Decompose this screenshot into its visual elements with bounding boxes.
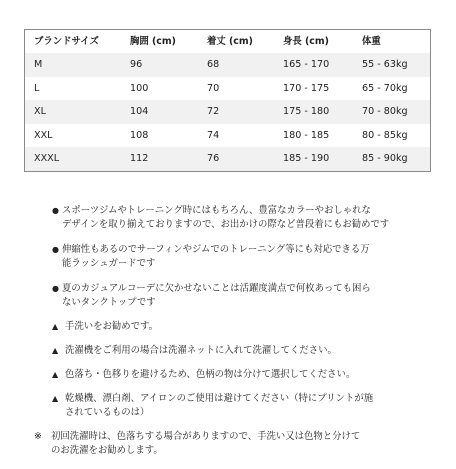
triangle-icon: ▲ bbox=[52, 322, 59, 331]
note-text: 初回洗濯時は、色落ちする場合がありますので、手洗い又は色物と分けて のお洗濯をお勧めします。 bbox=[51, 431, 361, 456]
note-item bbox=[34, 430, 432, 458]
cell-weight: 70 - 80kg bbox=[362, 106, 408, 118]
cell-size: XL bbox=[34, 106, 46, 118]
note-text: 色落ち・色移りを避けるため、色柄の物は分けて選択してください。 bbox=[65, 369, 356, 380]
cell-chest: 112 bbox=[130, 153, 149, 165]
bullet-icon: ● bbox=[52, 245, 59, 254]
note-text: 乾燥機、漂白剤、アイロンのご使用は避けてください（特にプリントが施 されているものは） bbox=[65, 393, 374, 418]
cell-weight: 80 - 85kg bbox=[362, 129, 408, 141]
cell-height: 170 - 175 bbox=[283, 82, 330, 94]
note-text: 手洗いをお勧めです。 bbox=[65, 321, 158, 332]
cell-size: M bbox=[34, 59, 43, 70]
header-length: 着丈 (cm) bbox=[207, 35, 253, 47]
bullet-icon: ● bbox=[52, 206, 59, 215]
note-text: 伸縮性もあるのでサーフィンやジムでのトレーニング等にも対応できる万 能ラッシュガードです bbox=[62, 244, 370, 269]
cell-chest: 104 bbox=[130, 106, 149, 118]
table-row bbox=[25, 147, 430, 171]
cell-length: 74 bbox=[207, 129, 220, 141]
cell-length: 76 bbox=[207, 153, 220, 165]
header-height: 身長 (cm) bbox=[283, 35, 329, 47]
cell-size: XXL bbox=[34, 129, 53, 141]
header-brand-size: ブランドサイズ bbox=[34, 35, 99, 47]
note-item bbox=[52, 392, 432, 420]
product-notes bbox=[34, 204, 432, 469]
cell-length: 70 bbox=[207, 82, 220, 94]
note-item bbox=[52, 243, 432, 271]
cell-chest: 96 bbox=[130, 59, 143, 70]
note-item bbox=[52, 344, 432, 358]
note-text: 洗濯機をご利用の場合は洗濯ネットに入れて洗濯してください。 bbox=[65, 345, 337, 356]
note-item bbox=[52, 282, 432, 310]
cell-size: L bbox=[34, 82, 40, 94]
cell-size: XXXL bbox=[34, 153, 60, 165]
triangle-icon: ▲ bbox=[52, 394, 59, 403]
cell-weight: 65 - 70kg bbox=[362, 82, 408, 94]
header-weight: 体重 bbox=[362, 35, 381, 47]
cell-height: 185 - 190 bbox=[283, 153, 330, 165]
asterisk-icon: ※ bbox=[34, 431, 42, 442]
cell-height: 180 - 185 bbox=[283, 129, 330, 141]
header-chest: 胸囲 (cm) bbox=[130, 35, 176, 47]
table-row bbox=[25, 53, 430, 77]
note-item bbox=[52, 368, 432, 382]
cell-length: 72 bbox=[207, 106, 220, 118]
table-header-row bbox=[25, 30, 430, 53]
cell-chest: 100 bbox=[130, 82, 149, 94]
triangle-icon: ▲ bbox=[52, 370, 59, 379]
size-table bbox=[24, 29, 431, 172]
cell-chest: 108 bbox=[130, 129, 149, 141]
table-row bbox=[25, 77, 430, 101]
note-item bbox=[52, 320, 432, 334]
cell-length: 68 bbox=[207, 59, 220, 70]
bullet-icon: ● bbox=[52, 284, 59, 293]
cell-weight: 55 - 63kg bbox=[362, 59, 408, 70]
note-text: 夏のカジュアルコーデに欠かせないことは活躍度満点で何枚あっても困ら ないタンクトップです bbox=[62, 283, 371, 308]
table-row bbox=[25, 100, 430, 124]
table-row bbox=[25, 124, 430, 148]
note-text: スポーツジムやトレーニング時にはもちろん、豊富なカラーやおしゃれな デザインを取り揃えておりますので、お出かけの際など普段着にもお勧めです bbox=[62, 205, 390, 230]
triangle-icon: ▲ bbox=[52, 346, 59, 355]
note-item bbox=[52, 204, 432, 232]
cell-height: 165 - 170 bbox=[283, 59, 330, 70]
cell-height: 175 - 180 bbox=[283, 106, 330, 118]
cell-weight: 85 - 90kg bbox=[362, 153, 408, 165]
